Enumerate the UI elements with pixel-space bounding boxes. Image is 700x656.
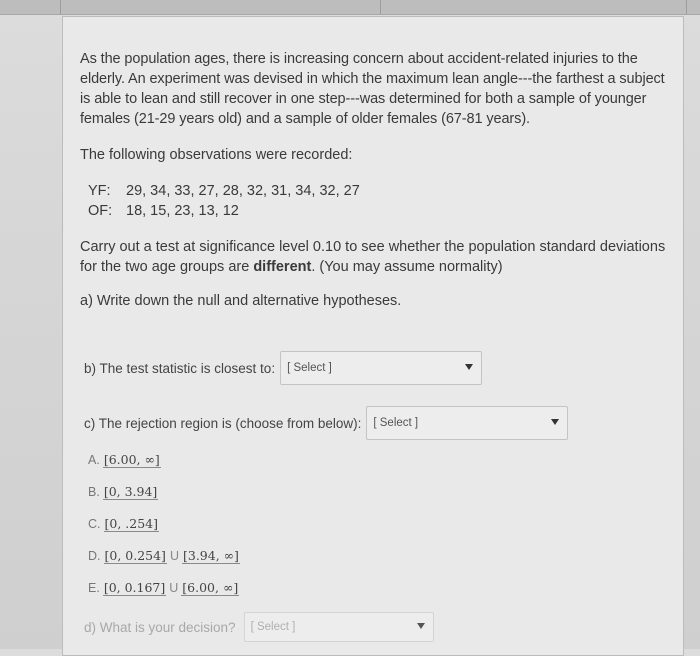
test-statistic-select[interactable] [280, 351, 482, 385]
question-b-row [84, 351, 482, 385]
test-statistic-select-value: [ Select ] [287, 362, 332, 374]
observations-heading: The following observations were recorded: [80, 147, 353, 163]
strip-divider [60, 0, 61, 14]
rejection-region-select-value: [ Select ] [373, 417, 419, 429]
option-b [88, 482, 240, 502]
union-symbol: U [169, 581, 179, 595]
decision-select-value: [ Select ] [250, 621, 296, 633]
question-d-label: d) What is your decision? [84, 619, 236, 635]
task-after: . (You may assume normality) [311, 259, 503, 275]
task-emphasis: different [253, 259, 312, 275]
option-letter: D. [88, 549, 101, 563]
question-b-label: b) The test statistic is closest to: [84, 360, 276, 376]
option-letter: E. [88, 581, 100, 595]
of-row [88, 201, 670, 221]
problem-paragraph: As the population ages, there is increasing concern about accident-related injuries to the elderly. An experiment was devised in which the maximum lean angle---the farthest a subject is able to lean and still recover in one step---was determined for both a sample of younger females (21-29 years old) and a sample of older females (67-81 years). [80, 51, 665, 127]
rejection-region-select[interactable] [366, 406, 568, 440]
question-d-row [84, 612, 434, 642]
option-d [88, 546, 240, 566]
of-label: OF: [88, 203, 113, 219]
question-c-label: c) The rejection region is (choose from below): [84, 415, 362, 431]
chevron-down-icon [417, 623, 425, 629]
chevron-down-icon [551, 419, 559, 425]
option-letter: B. [88, 485, 100, 499]
yf-row [88, 181, 670, 201]
option-e [88, 578, 240, 598]
question-a: a) Write down the null and alternative hypotheses. [80, 293, 402, 309]
option-interval: [0, 3.94] [103, 484, 158, 499]
option-c [88, 514, 240, 534]
option-letter: A. [88, 453, 100, 467]
strip-divider [380, 0, 381, 14]
decision-select[interactable] [244, 612, 434, 642]
browser-top-strip [0, 0, 700, 15]
question-content [80, 49, 670, 311]
option-interval: [6.00, ∞] [103, 452, 160, 467]
chevron-down-icon [465, 364, 473, 370]
option-interval: [0, 0.167] [103, 580, 166, 595]
union-symbol: U [169, 549, 179, 563]
option-letter: C. [88, 517, 101, 531]
yf-label: YF: [88, 183, 111, 199]
yf-values: 29, 34, 33, 27, 28, 32, 31, 34, 32, 27 [126, 183, 360, 199]
option-interval: [3.94, ∞] [182, 548, 239, 563]
option-interval: [0, 0.254] [104, 548, 166, 563]
option-interval: [6.00, ∞] [182, 580, 239, 595]
rejection-region-options [88, 450, 240, 610]
task-before: Carry out a test at significance level 0.10 to see whether the population standard deviations for the two age groups are [80, 239, 666, 275]
option-interval: [0, .254] [104, 516, 158, 531]
question-c-row [84, 406, 568, 440]
option-a [88, 450, 240, 470]
observations-data [80, 181, 670, 221]
strip-divider [686, 0, 687, 14]
task-text [80, 237, 670, 277]
of-values: 18, 15, 23, 13, 12 [126, 203, 239, 219]
